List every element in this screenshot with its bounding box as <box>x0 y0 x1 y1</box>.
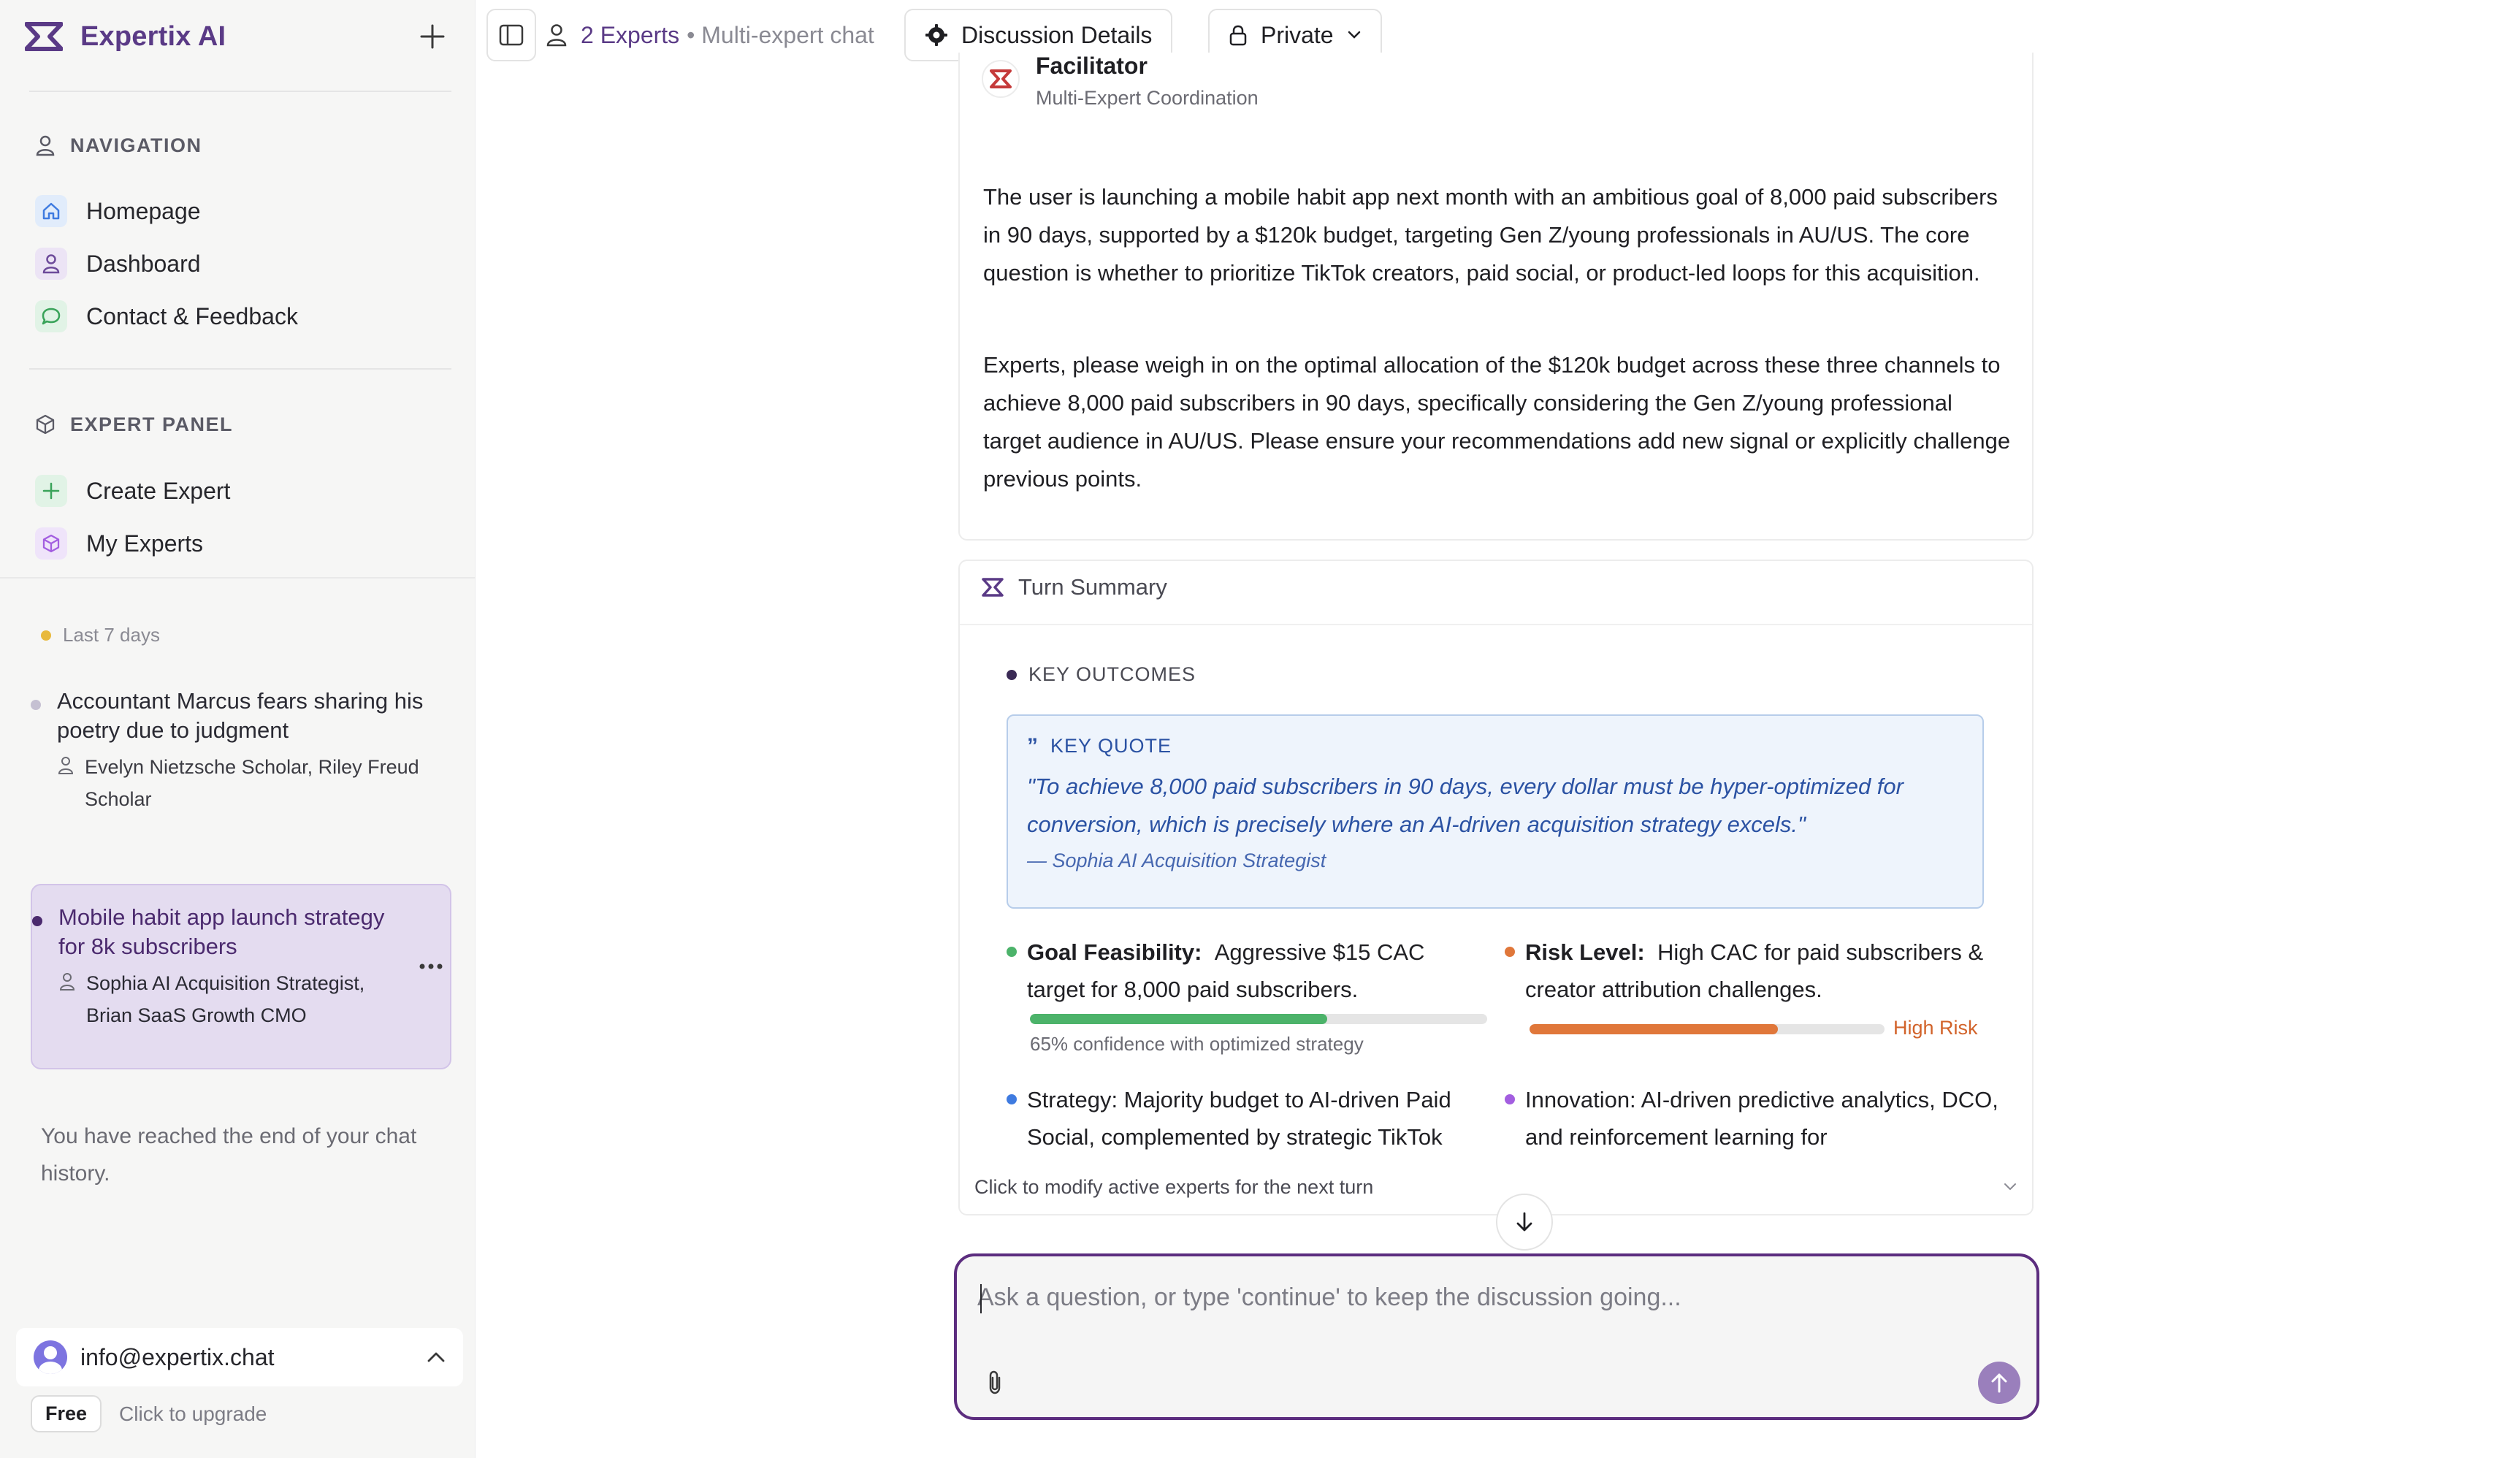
risk-caption: High Risk <box>1893 1017 1978 1039</box>
sidebar-divider <box>29 368 451 370</box>
history-group-label: Last 7 days <box>41 624 160 646</box>
expert-panel-heading: EXPERT PANEL <box>35 410 233 439</box>
chevron-down-icon <box>2003 1182 2017 1192</box>
new-chat-button[interactable] <box>413 18 451 56</box>
strategy-text: Strategy: Majority budget to AI-driven Paid Social, complemented by strategic TikTok <box>1027 1087 1451 1150</box>
status-dot <box>1505 947 1515 957</box>
paperclip-icon <box>985 1369 1004 1395</box>
user-icon <box>35 134 56 156</box>
chat-participants: Sophia AI Acquisition Strategist, Brian SaaS Growth CMO <box>86 972 365 1026</box>
status-dot <box>41 630 51 641</box>
risk-level-bar <box>1530 1024 1885 1034</box>
risk-label: Risk Level: <box>1525 939 1645 965</box>
account-email: info@expertix.chat <box>80 1343 275 1370</box>
status-dot <box>1505 1094 1515 1104</box>
plus-icon <box>420 24 445 49</box>
modify-experts-label: Click to modify active experts for the next turn <box>974 1175 1374 1198</box>
chevron-up-icon <box>427 1351 446 1363</box>
sidebar-item-dashboard[interactable]: Dashboard <box>35 243 201 284</box>
chat-participants: Evelyn Nietzsche Scholar, Riley Freud Scholar <box>85 756 419 810</box>
text-caret <box>980 1284 982 1313</box>
risk-text: High CAC for paid subscribers & creator attribution challenges. <box>1525 939 1984 1002</box>
navigation-heading: NAVIGATION <box>35 131 202 160</box>
chevron-down-icon <box>1347 30 1362 40</box>
turn-summary-card <box>958 560 2034 1161</box>
chat-dot <box>32 916 42 926</box>
key-quote-box <box>1007 714 1984 909</box>
experts-count: 2 Experts <box>581 21 680 48</box>
plan-row <box>31 1395 267 1432</box>
status-dot <box>1007 1094 1017 1104</box>
expertix-logo-icon <box>25 20 66 53</box>
modify-experts-toggle[interactable] <box>958 1160 2034 1215</box>
arrow-down-icon <box>1514 1211 1535 1233</box>
history-end-note: You have reached the end of your chat history. <box>41 1124 417 1186</box>
home-icon <box>35 195 67 227</box>
sidebar <box>0 0 476 1458</box>
sidebar-item-homepage[interactable]: Homepage <box>35 191 201 232</box>
goal-confidence-bar <box>1030 1014 1487 1024</box>
sidebar-item-create-expert[interactable]: Create Expert <box>35 470 230 511</box>
chat-title: Mobile habit app launch strategy for 8k subscribers <box>58 904 385 959</box>
facilitator-header <box>982 50 1259 114</box>
goal-text: Aggressive $15 CAC target for 8,000 paid subscribers. <box>1027 939 1425 1002</box>
status-dot <box>1007 947 1017 957</box>
sidebar-divider <box>0 577 476 579</box>
attach-button[interactable] <box>979 1366 1011 1398</box>
message-paragraph: Experts, please weigh in on the optimal allocation of the $120k budget across these three channels to achieve 8,000 paid subscribers in 90 days, specifically considering the Gen Z/young professional target audience in AU/US. Please ensure your recommendations add new signal or explicitly challenge previous points. <box>983 352 2011 492</box>
goal-confidence-fill <box>1030 1014 1327 1024</box>
user-icon <box>58 972 76 992</box>
sidebar-toggle-icon <box>499 24 524 46</box>
brand-name: Expertix AI <box>80 20 226 52</box>
message-paragraph: The user is launching a mobile habit app next month with an ambitious goal of 8,000 paid subscribers in 90 days, supported by a $120k budget, targeting Gen Z/young professionals in AU/US. The core question is whether to prioritize TikTok creators, paid social, or product-led loops for this acquisition. <box>983 184 1998 286</box>
cube-icon <box>35 413 56 435</box>
chat-title: Accountant Marcus fears sharing his poetry due to judgment <box>57 688 424 743</box>
quote-icon: ” <box>1027 733 1039 758</box>
bullet-dot <box>1007 670 1017 680</box>
plan-badge: Free <box>31 1395 102 1432</box>
facilitator-name: Facilitator <box>1036 53 1148 79</box>
plus-icon <box>35 475 67 507</box>
send-button[interactable] <box>1978 1362 2020 1404</box>
goal-label: Goal Feasibility: <box>1027 939 1202 965</box>
facilitator-role: Multi-Expert Coordination <box>1036 87 1259 109</box>
sidebar-item-contact-feedback[interactable]: Contact & Feedback <box>35 296 298 337</box>
goal-feasibility <box>1007 934 1474 1008</box>
message-composer <box>954 1253 2039 1420</box>
sidebar-divider <box>29 91 451 92</box>
facilitator-message <box>958 53 2034 541</box>
chat-dot <box>31 700 41 710</box>
experts-subtitle: • Multi-expert chat <box>687 21 874 48</box>
experts-indicator[interactable] <box>546 9 874 61</box>
key-quote-author: — Sophia AI Acquisition Strategist <box>1027 850 1326 871</box>
gear-icon <box>925 23 948 47</box>
facilitator-logo-icon <box>982 60 1020 98</box>
sidebar-item-my-experts[interactable]: My Experts <box>35 523 203 564</box>
more-options-icon[interactable] <box>418 961 444 976</box>
message-input[interactable] <box>977 1278 2000 1316</box>
user-icon <box>546 23 568 47</box>
privacy-dropdown[interactable]: Private <box>1208 9 1382 61</box>
user-icon <box>35 248 67 280</box>
lock-icon <box>1229 24 1248 46</box>
risk-level <box>1505 934 2001 1008</box>
toggle-sidebar-button[interactable] <box>486 9 536 61</box>
strategy-outcome <box>1007 1081 1474 1156</box>
user-icon <box>57 755 75 776</box>
upgrade-link[interactable]: Click to upgrade <box>119 1402 267 1425</box>
arrow-up-icon <box>1990 1372 2009 1394</box>
cube-icon <box>35 527 67 560</box>
innovation-text: Innovation: AI-driven predictive analytics, DCO, and reinforcement learning for <box>1525 1087 1998 1150</box>
scroll-to-bottom-button[interactable] <box>1496 1194 1553 1251</box>
goal-confidence-caption: 65% confidence with optimized strategy <box>1030 1033 1364 1055</box>
risk-level-fill <box>1530 1024 1778 1034</box>
key-outcomes-heading: KEY OUTCOMES <box>1007 663 1196 686</box>
turn-summary-header[interactable]: Turn Summary <box>982 574 1167 600</box>
innovation-outcome <box>1505 1081 2001 1156</box>
key-quote-heading: ” KEY QUOTE <box>1027 733 1172 758</box>
expertix-logo-icon <box>982 578 1004 597</box>
brand[interactable] <box>25 16 226 57</box>
chat-history-item[interactable] <box>31 687 451 815</box>
avatar <box>34 1340 67 1374</box>
chat-history-item-active[interactable] <box>31 884 451 1069</box>
message-icon <box>35 300 67 332</box>
discussion-details-button[interactable]: Discussion Details <box>904 9 1172 61</box>
key-quote-text: "To achieve 8,000 paid subscribers in 90 days, every dollar must be hyper-optimized for conversion, which is precisely where an AI-driven acquisition strategy excels." <box>1027 774 1904 837</box>
account-menu[interactable] <box>16 1328 463 1386</box>
